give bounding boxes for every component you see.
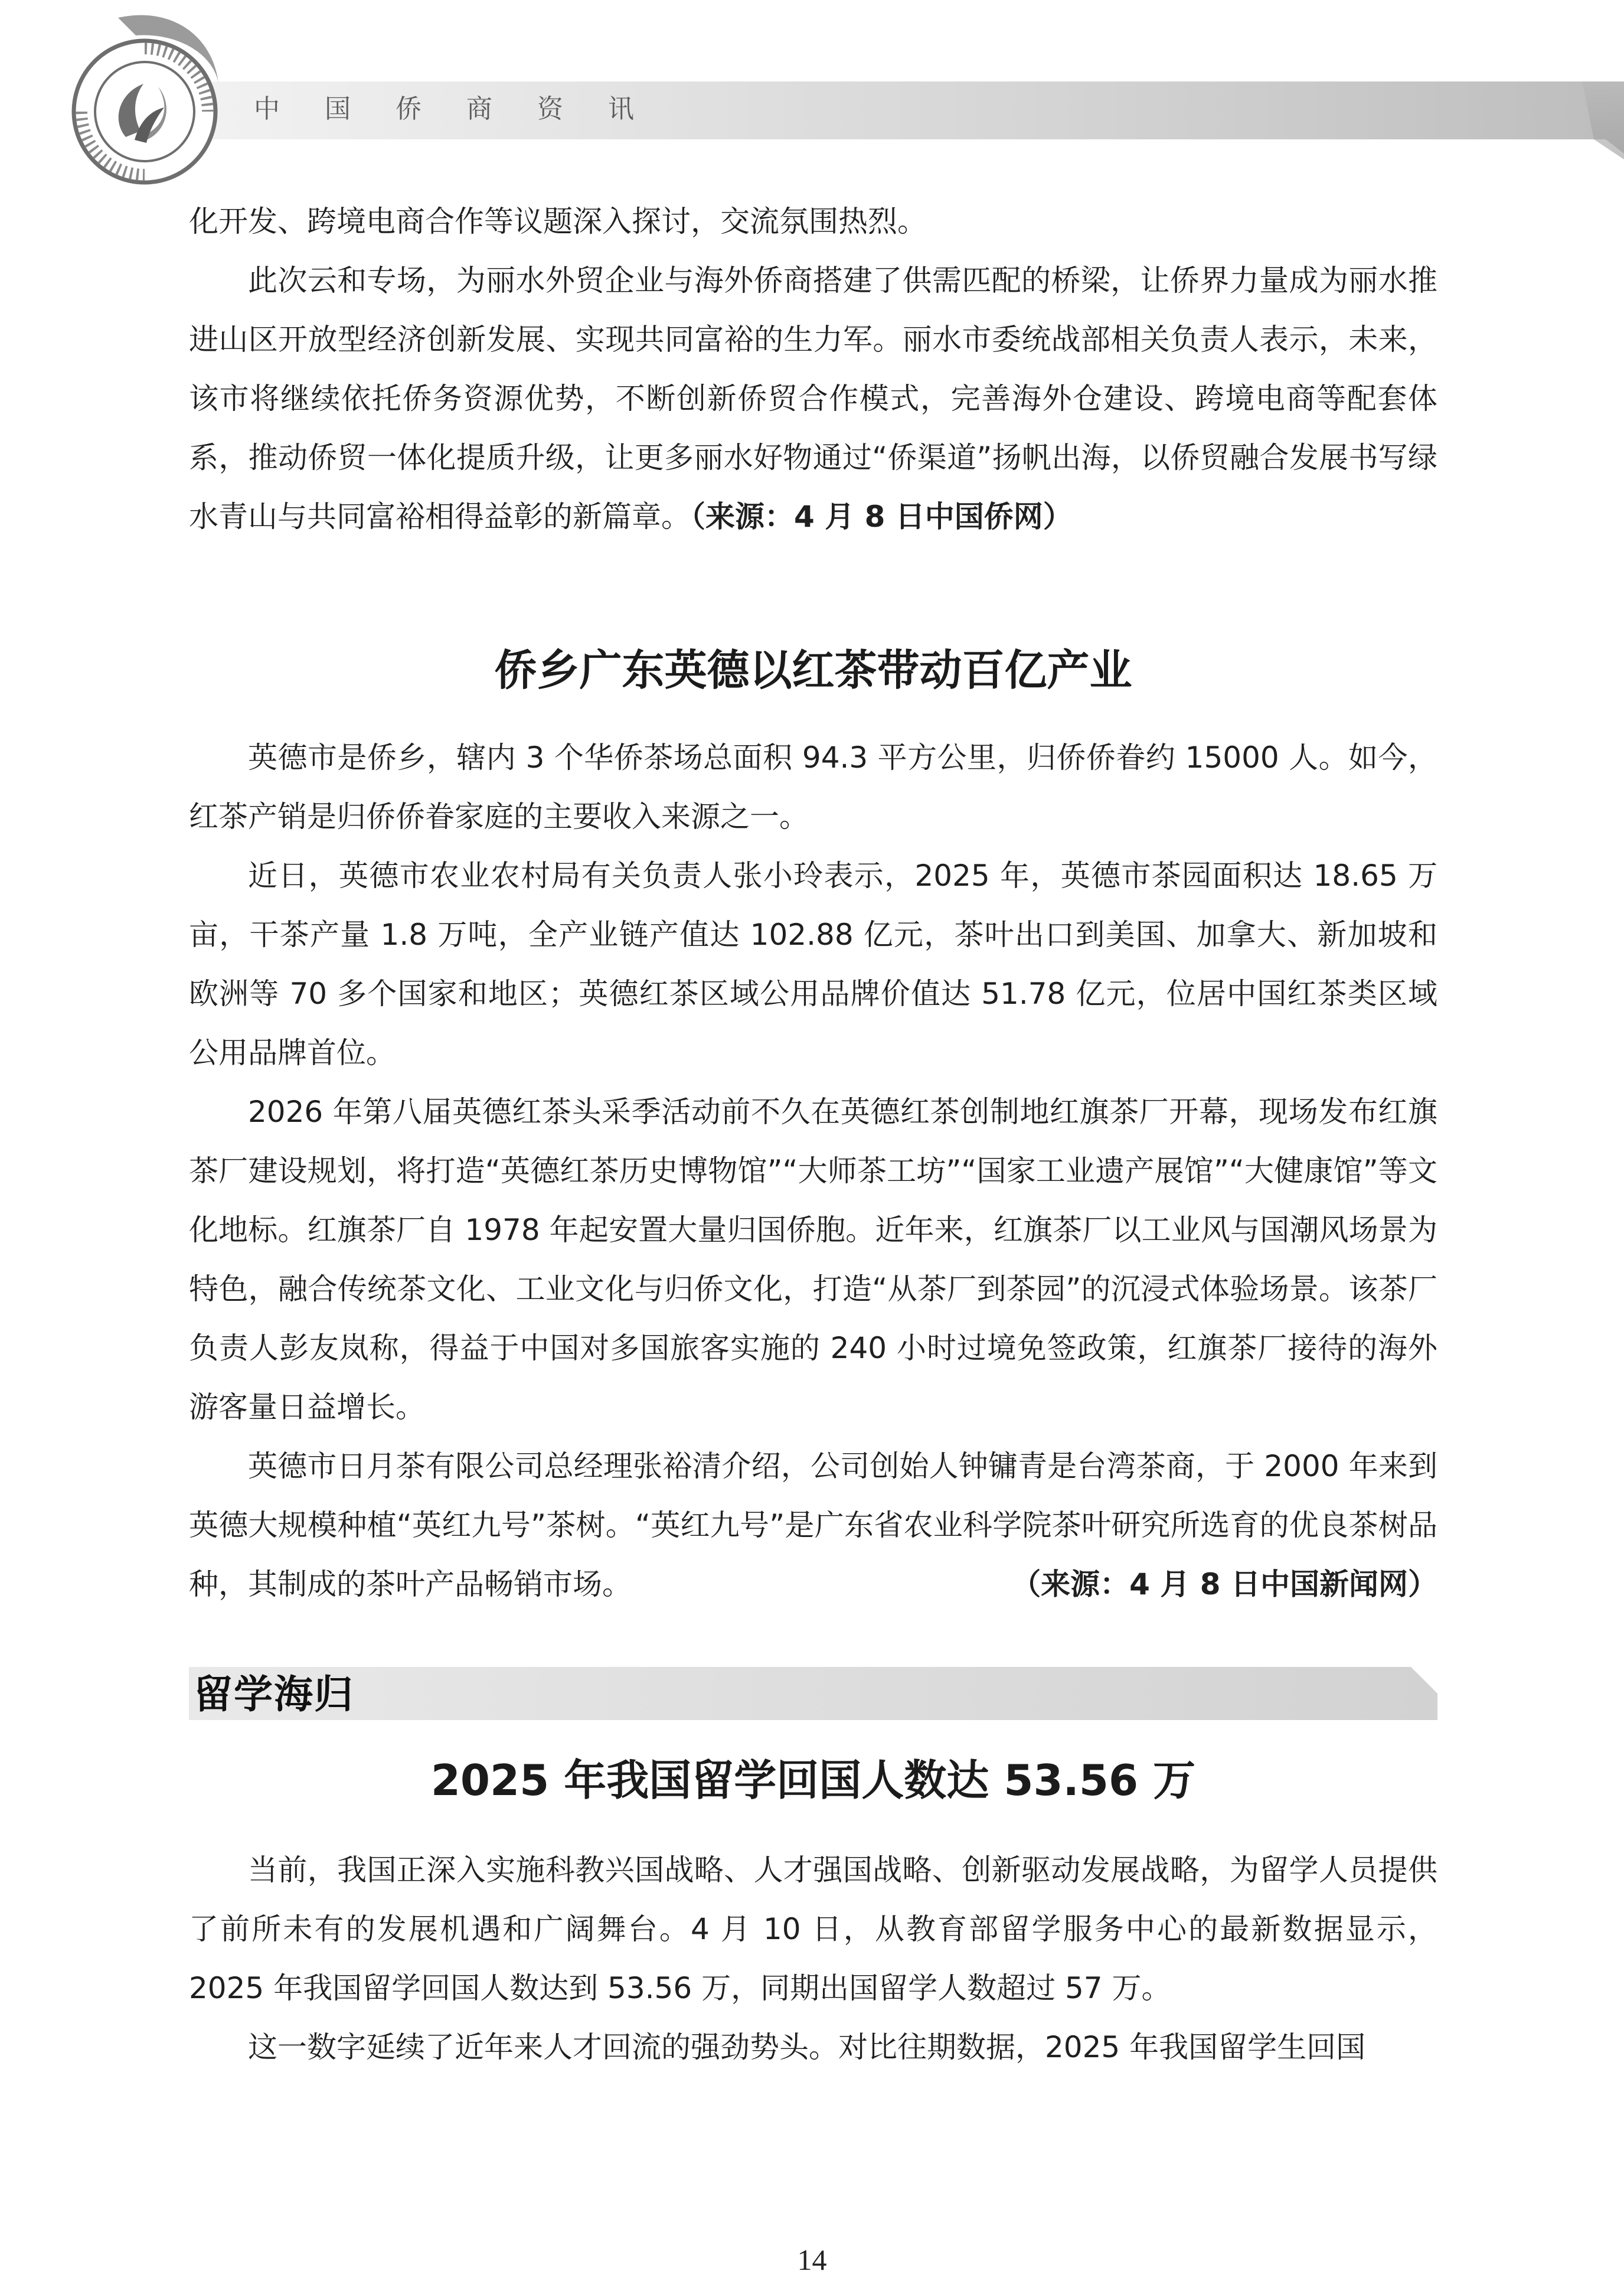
page-content: [189, 192, 1437, 2077]
paragraph: 近日，英德市农业农村局有关负责人张小玲表示，2025 年，英德市茶园面积达 18.65 万亩，干茶产量 1.8 万吨，全产业链产值达 102.88 亿元，茶叶出口到美国、加拿大、新加坡和欧洲等 70 多个国家和地区；英德红茶区域公用品牌价值达 51.78 亿元，位居中国红茶类区域公用品牌首位。: [189, 859, 1437, 1070]
page-header: [0, 0, 1624, 189]
page-number: 14: [797, 2243, 827, 2276]
paragraph: [189, 1437, 1437, 1614]
section-banner: [189, 1667, 1437, 1720]
paragraph-text: 此次云和专场，为丽水外贸企业与海外侨商搭建了供需匹配的桥梁，让侨界力量成为丽水推进山区开放型经济创新发展、实现共同富裕的生力军。丽水市委统战部相关负责人表示，未来，该市将继续依托侨务资源优势，不断创新侨贸合作模式，完善海外仓建设、跨境电商等配套体系，推动侨贸一体化提质升级，让更多丽水好物通过“侨渠道”扬帆出海，以侨贸融合发展书写绿水青山与共同富裕相得益彰的新篇章。: [189, 263, 1437, 534]
paragraph: [189, 251, 1437, 546]
section-banner-background: [189, 1667, 1437, 1720]
source-citation: （来源：4 月 8 日中国新闻网）: [1011, 1567, 1437, 1601]
publication-title: 中国侨商资讯: [254, 94, 679, 124]
paragraph: 2026 年第八届英德红茶头采季活动前不久在英德红茶创制地红旗茶厂开幕，现场发布红旗茶厂建设规划，将打造“英德红茶历史博物馆”“大师茶工坊”“国家工业遗产展馆”“大健康馆”等文化地标。红旗茶厂自 1978 年起安置大量归国侨胞。近年来，红旗茶厂以工业风与国潮风场景为特色，融合传统茶文化、工业文化与归侨文化，打造“从茶厂到茶园”的沉浸式体验场景。该茶厂负责人彭友岚称，得益于中国对多国旅客实施的 240 小时过境免签政策，红旗茶厂接待的海外游客量日益增长。: [189, 1095, 1437, 1424]
source-citation: （来源：4 月 8 日中国侨网）: [691, 500, 1073, 534]
paragraph: 英德市是侨乡，辖内 3 个华侨茶场总面积 94.3 平方公里，归侨侨眷约 15000 人。如今，红茶产销是归侨侨眷家庭的主要收入来源之一。: [189, 740, 1437, 834]
organization-logo: [70, 37, 220, 187]
section-label: 留学海归: [194, 1671, 354, 1717]
paragraph: 化开发、跨境电商合作等议题深入探讨，交流氛围热烈。: [189, 204, 927, 239]
paragraph: 当前，我国正深入实施科教兴国战略、人才强国战略、创新驱动发展战略，为留学人员提供了前所未有的发展机遇和广阔舞台。4 月 10 日，从教育部留学服务中心的最新数据显示，2025 年我国留学回国人数达到 53.56 万，同期出国留学人数超过 57 万。: [189, 1853, 1437, 2005]
paragraph: 这一数字延续了近年来人才回流的强劲势头。对比往期数据，2025 年我国留学生回国: [248, 2030, 1366, 2064]
header-decoration: [0, 0, 1624, 189]
paragraph-text: 英德市日月茶有限公司总经理张裕清介绍，公司创始人钟镛青是台湾茶商，于 2000 年来到英德大规模种植“英红九号”茶树。“英红九号”是广东省农业科学院茶叶研究所选育的优良茶树品种，其制成的茶叶产品畅销市场。: [189, 1449, 1437, 1601]
article-title: 2025 年我国留学回国人数达 53.56 万: [430, 1755, 1196, 1805]
article-title: 侨乡广东英德以红茶带动百亿产业: [494, 645, 1132, 695]
